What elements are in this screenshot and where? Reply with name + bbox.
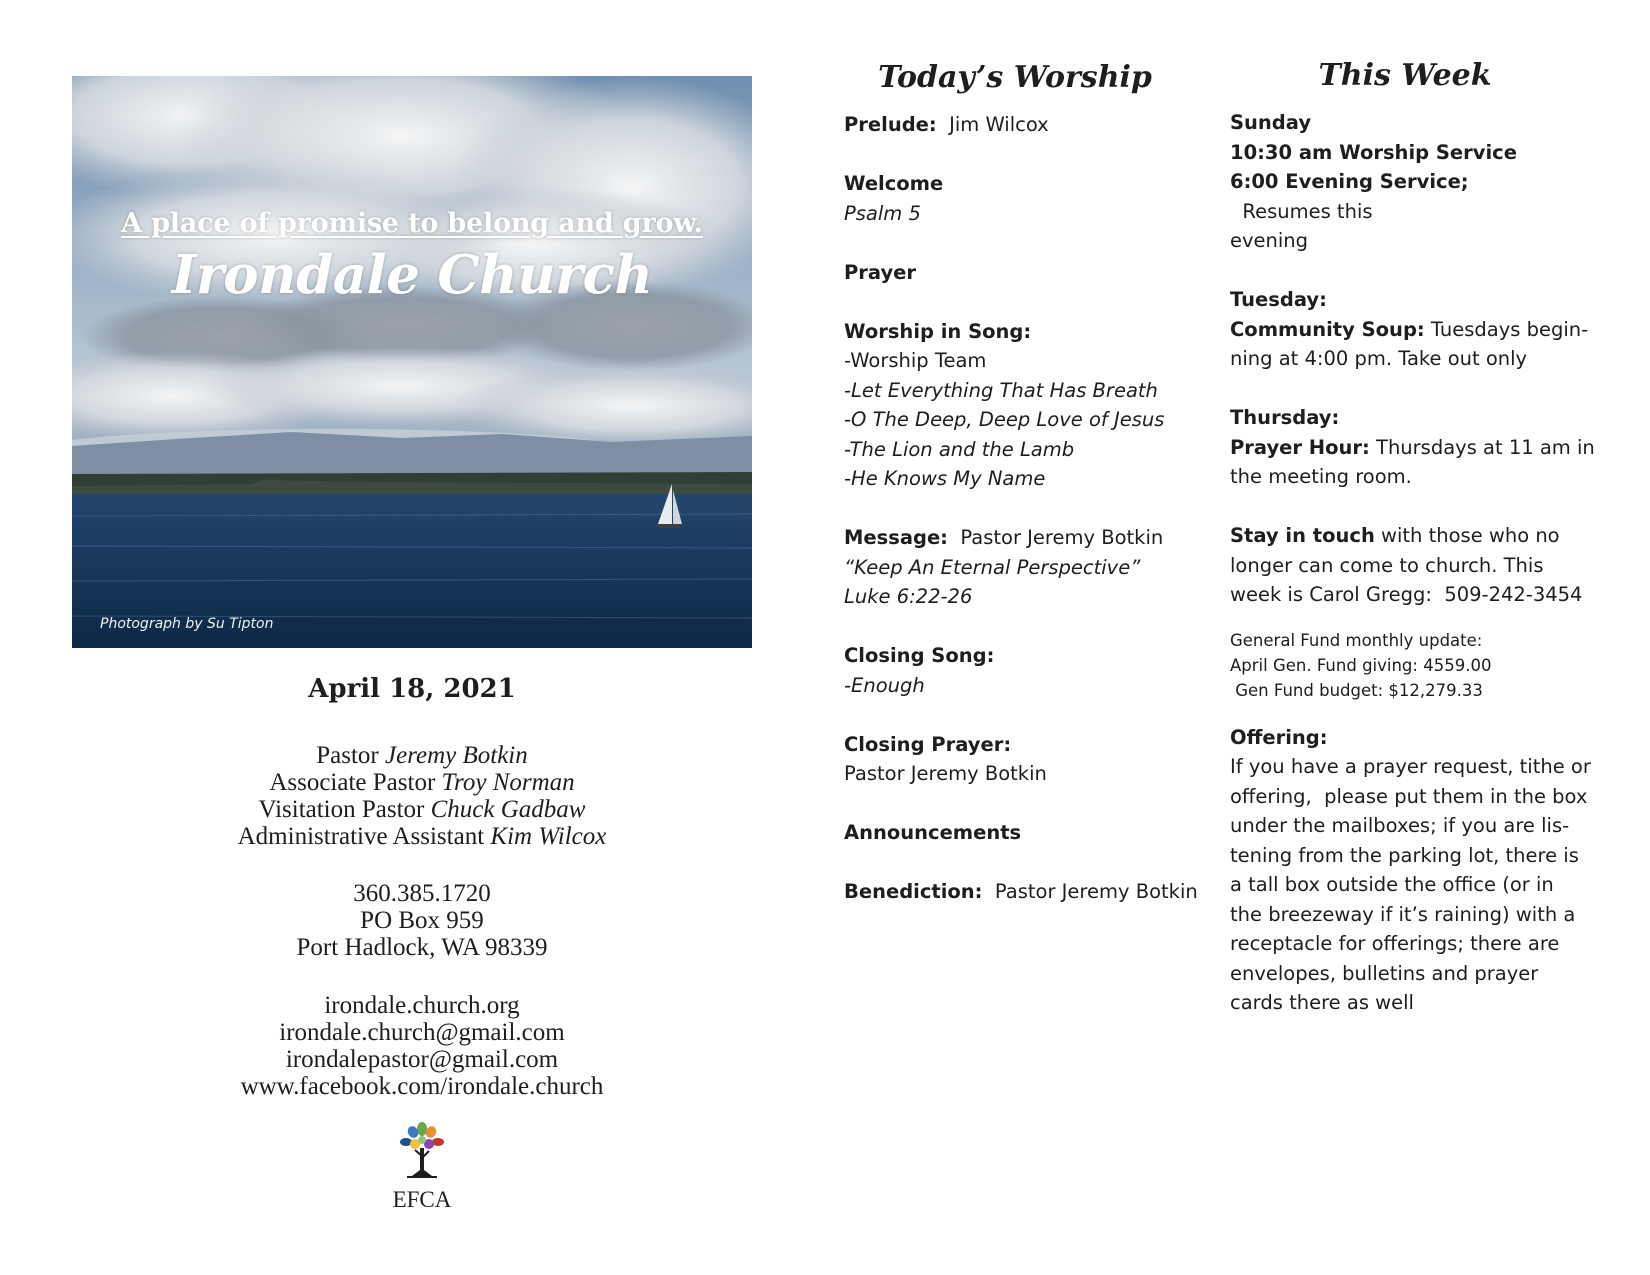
fund-heading: General Fund monthly update: [1230,630,1483,650]
staff-visitation-pastor: Visitation Pastor Chuck Gadbaw [258,796,586,823]
offering-text: If you have a prayer request, tithe or offering, please put them in the box under the mailboxes; if you are lis- tening from the parking lot, there is a tall box outside the office (or in the breezeway if it’s raining) with a receptacle for offerings; there are envelopes, bulletins and prayer cards there as well [1230,755,1591,1014]
stay-in-touch-cont: longer can come to church. This [1230,553,1544,577]
announcements-label: Announcements [844,821,1022,844]
song-item: -The Lion and the Lamb [844,437,1075,461]
worship-team: -Worship Team [844,349,987,372]
community-soup: Community Soup: Tuesdays begin- [1230,317,1589,341]
tagline: A place of promise to belong and grow. [121,208,703,239]
fund-giving: April Gen. Fund giving: 4559.00 [1230,655,1492,675]
staff-associate-pastor: Associate Pastor Troy Norman [269,769,575,796]
church-name: Irondale Church [171,244,653,306]
efca-logo [385,1120,459,1213]
stay-in-touch: Stay in touch with those who no [1230,524,1560,547]
this-week-title: This Week [1318,58,1492,93]
welcome-psalm: Psalm 5 [844,201,921,225]
sunday-service: 10:30 am Worship Service [1230,140,1517,164]
prayer-hour-cont: the meeting room. [1230,465,1412,488]
community-soup-cont: ning at 4:00 pm. Take out only [1230,347,1528,370]
offering-label: Offering: [1230,725,1328,749]
thursday-label: Thursday: [1230,406,1340,429]
web-links [72,992,772,1100]
contact-info [72,880,772,961]
weekly-schedule [1230,108,1600,1018]
prayer-label: Prayer [844,260,917,284]
closing-prayer-value: Pastor Jeremy Botkin [844,762,1047,785]
photo-credit: Photograph by Su Tipton [100,616,274,632]
song-item: -Let Everything That Has Breath [844,378,1158,402]
po-box: PO Box 959 [360,907,484,934]
bulletin-date: April 18, 2021 [308,674,516,704]
sunday-label: Sunday [1230,111,1312,134]
fund-update [1230,628,1600,703]
evening-service: 6:00 Evening Service; Resumes this [1230,170,1469,223]
phone-number: 360.385.1720 [353,880,491,907]
efca-label: EFCA [392,1187,452,1212]
staff-pastor: Pastor Jeremy Botkin [316,742,528,769]
stay-in-touch-contact: week is Carol Gregg: 509-242-3454 [1230,583,1583,606]
prayer-hour: Prayer Hour: Thursdays at 11 am in [1230,435,1595,459]
worship-order [844,110,1204,907]
evening-service-note: evening [1230,229,1309,252]
message-title: “Keep An Eternal Perspective” [844,555,1141,579]
message-reference: Luke 6:22-26 [844,585,973,608]
welcome-label: Welcome [844,172,944,195]
pastor-email-link[interactable]: irondalepastor@gmail.com [285,1046,559,1073]
church-email-link[interactable]: irondale.church@gmail.com [279,1019,565,1046]
cover-photo [72,76,752,648]
closing-song: -Enough [844,673,925,697]
fund-budget: Gen Fund budget: $12,279.33 [1230,680,1483,700]
seascape-image [72,76,752,648]
worship-title: Today’s Worship [878,60,1152,95]
benediction-line: Benediction: Pastor Jeremy Botkin [844,880,1198,903]
staff-list [72,742,772,850]
closing-prayer-label: Closing Prayer: [844,732,1012,756]
worship-song-label: Worship in Song: [844,319,1032,343]
facebook-link[interactable]: www.facebook.com/irondale.church [240,1073,604,1100]
city-address: Port Hadlock, WA 98339 [296,934,548,961]
song-item: -He Knows My Name [844,467,1046,490]
tuesday-label: Tuesday: [1230,288,1327,311]
prelude-line: Prelude: Jim Wilcox [844,113,1049,136]
tree-icon [385,1120,459,1184]
message-line: Message: Pastor Jeremy Botkin [844,526,1164,549]
closing-song-label: Closing Song: [844,644,995,667]
staff-admin-assistant: Administrative Assistant Kim Wilcox [237,823,607,850]
song-item: -O The Deep, Deep Love of Jesus [844,408,1165,431]
website-link[interactable]: irondale.church.org [324,992,520,1019]
